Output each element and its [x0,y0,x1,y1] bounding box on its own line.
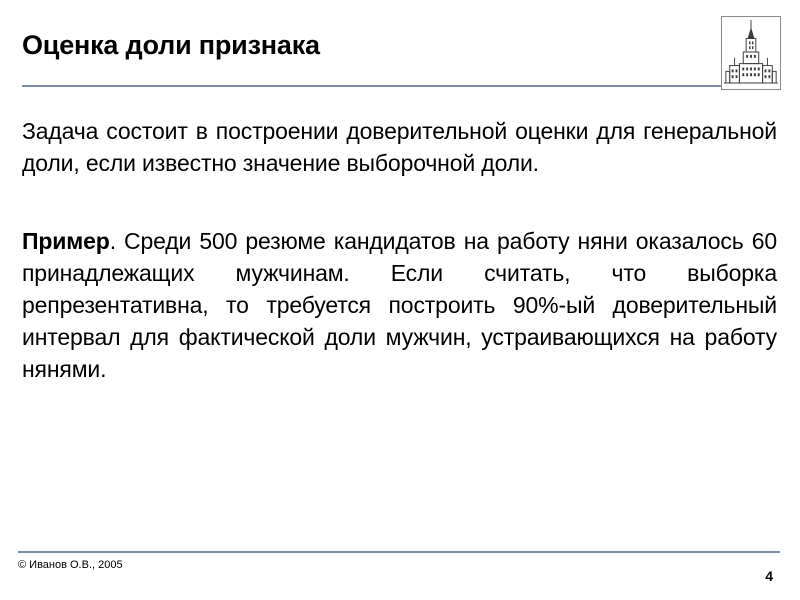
example-paragraph [22,225,777,385]
example-text: . Среди 500 резюме кандидатов на работу няни оказалось 60 принадлежащих мужчинам. Если считать, что выборка репрезентативна, то требуется построить 90%-ый доверительный интервал для фактической доли мужчин, устраивающихся на работу нянями. [22,228,777,382]
example-label: Пример [22,228,110,254]
university-building-icon [721,16,781,90]
page-number: 4 [765,568,773,584]
task-paragraph: Задача состоит в построении доверительной оценки для генеральной доли, если известно значение выборочной доли. [22,118,777,176]
footer-divider [18,551,780,553]
copyright-notice: © Иванов О.В., 2005 [18,559,123,571]
slide-title: Оценка доли признака [22,30,320,60]
slide-body [22,115,777,385]
title-divider [22,85,722,87]
